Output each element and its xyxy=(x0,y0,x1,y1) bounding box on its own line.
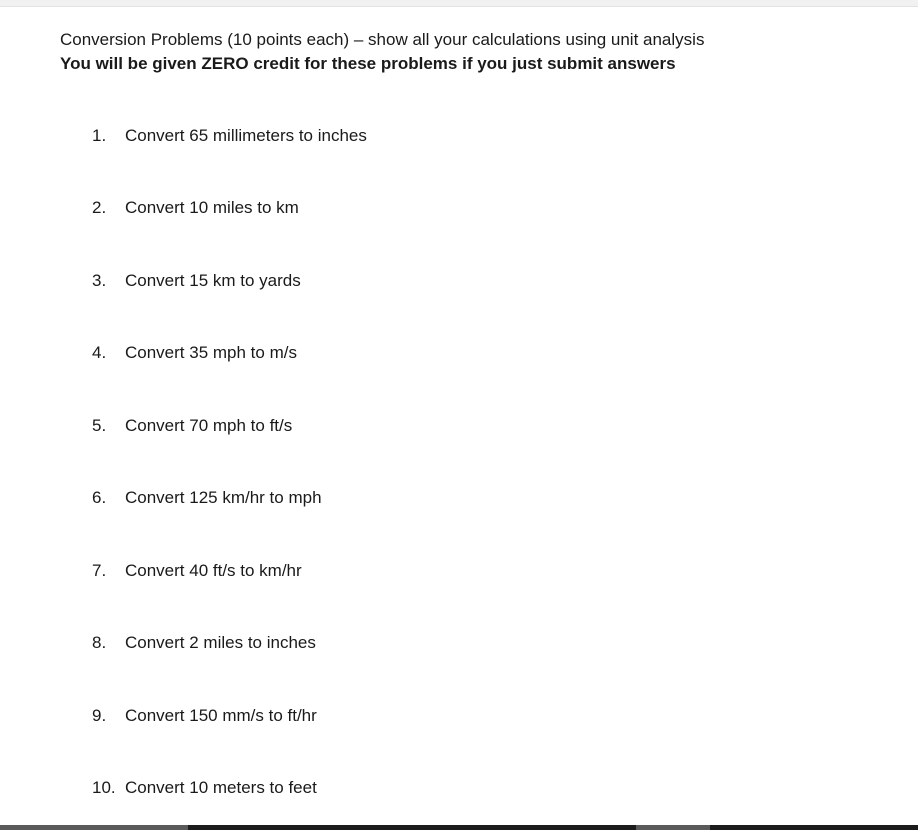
instruction-heading: Conversion Problems (10 points each) – show all your calculations using unit analysis xyxy=(60,30,705,49)
problem-item-2 xyxy=(92,197,299,219)
problem-text: Convert 15 km to yards xyxy=(125,271,301,290)
problem-item-7 xyxy=(92,560,302,582)
problem-number: 1. xyxy=(92,126,107,145)
problem-text: Convert 2 miles to inches xyxy=(125,633,316,652)
horizontal-scrollbar[interactable] xyxy=(0,825,918,830)
problem-item-5 xyxy=(92,415,292,437)
problem-item-9 xyxy=(92,705,317,727)
problem-text: Convert 10 miles to km xyxy=(125,198,299,217)
problem-number: 3. xyxy=(92,271,107,290)
problem-text: Convert 35 mph to m/s xyxy=(125,343,297,362)
problem-text: Convert 10 meters to feet xyxy=(125,778,317,797)
credit-warning: You will be given ZERO credit for these problems if you just submit answers xyxy=(60,54,676,73)
problem-text: Convert 70 mph to ft/s xyxy=(125,416,293,435)
problem-item-3 xyxy=(92,270,301,292)
problem-number: 8. xyxy=(92,633,107,652)
problem-text: Convert 125 km/hr to mph xyxy=(125,488,322,507)
scrollbar-segment xyxy=(0,825,188,830)
problem-number: 5. xyxy=(92,416,107,435)
problem-number: 7. xyxy=(92,561,107,580)
problem-number: 4. xyxy=(92,343,107,362)
problem-number: 10. xyxy=(92,778,116,797)
problem-item-1 xyxy=(92,125,367,147)
scrollbar-thumb[interactable] xyxy=(636,825,710,830)
problem-text: Convert 65 millimeters to inches xyxy=(125,126,367,145)
document-page xyxy=(0,6,918,826)
problem-item-10 xyxy=(92,777,317,799)
problem-item-8 xyxy=(92,632,316,654)
problem-number: 2. xyxy=(92,198,107,217)
problem-number: 9. xyxy=(92,706,107,725)
problem-text: Convert 150 mm/s to ft/hr xyxy=(125,706,317,725)
problem-item-4 xyxy=(92,342,297,364)
problem-item-6 xyxy=(92,487,322,509)
problem-text: Convert 40 ft/s to km/hr xyxy=(125,561,302,580)
problem-number: 6. xyxy=(92,488,107,507)
